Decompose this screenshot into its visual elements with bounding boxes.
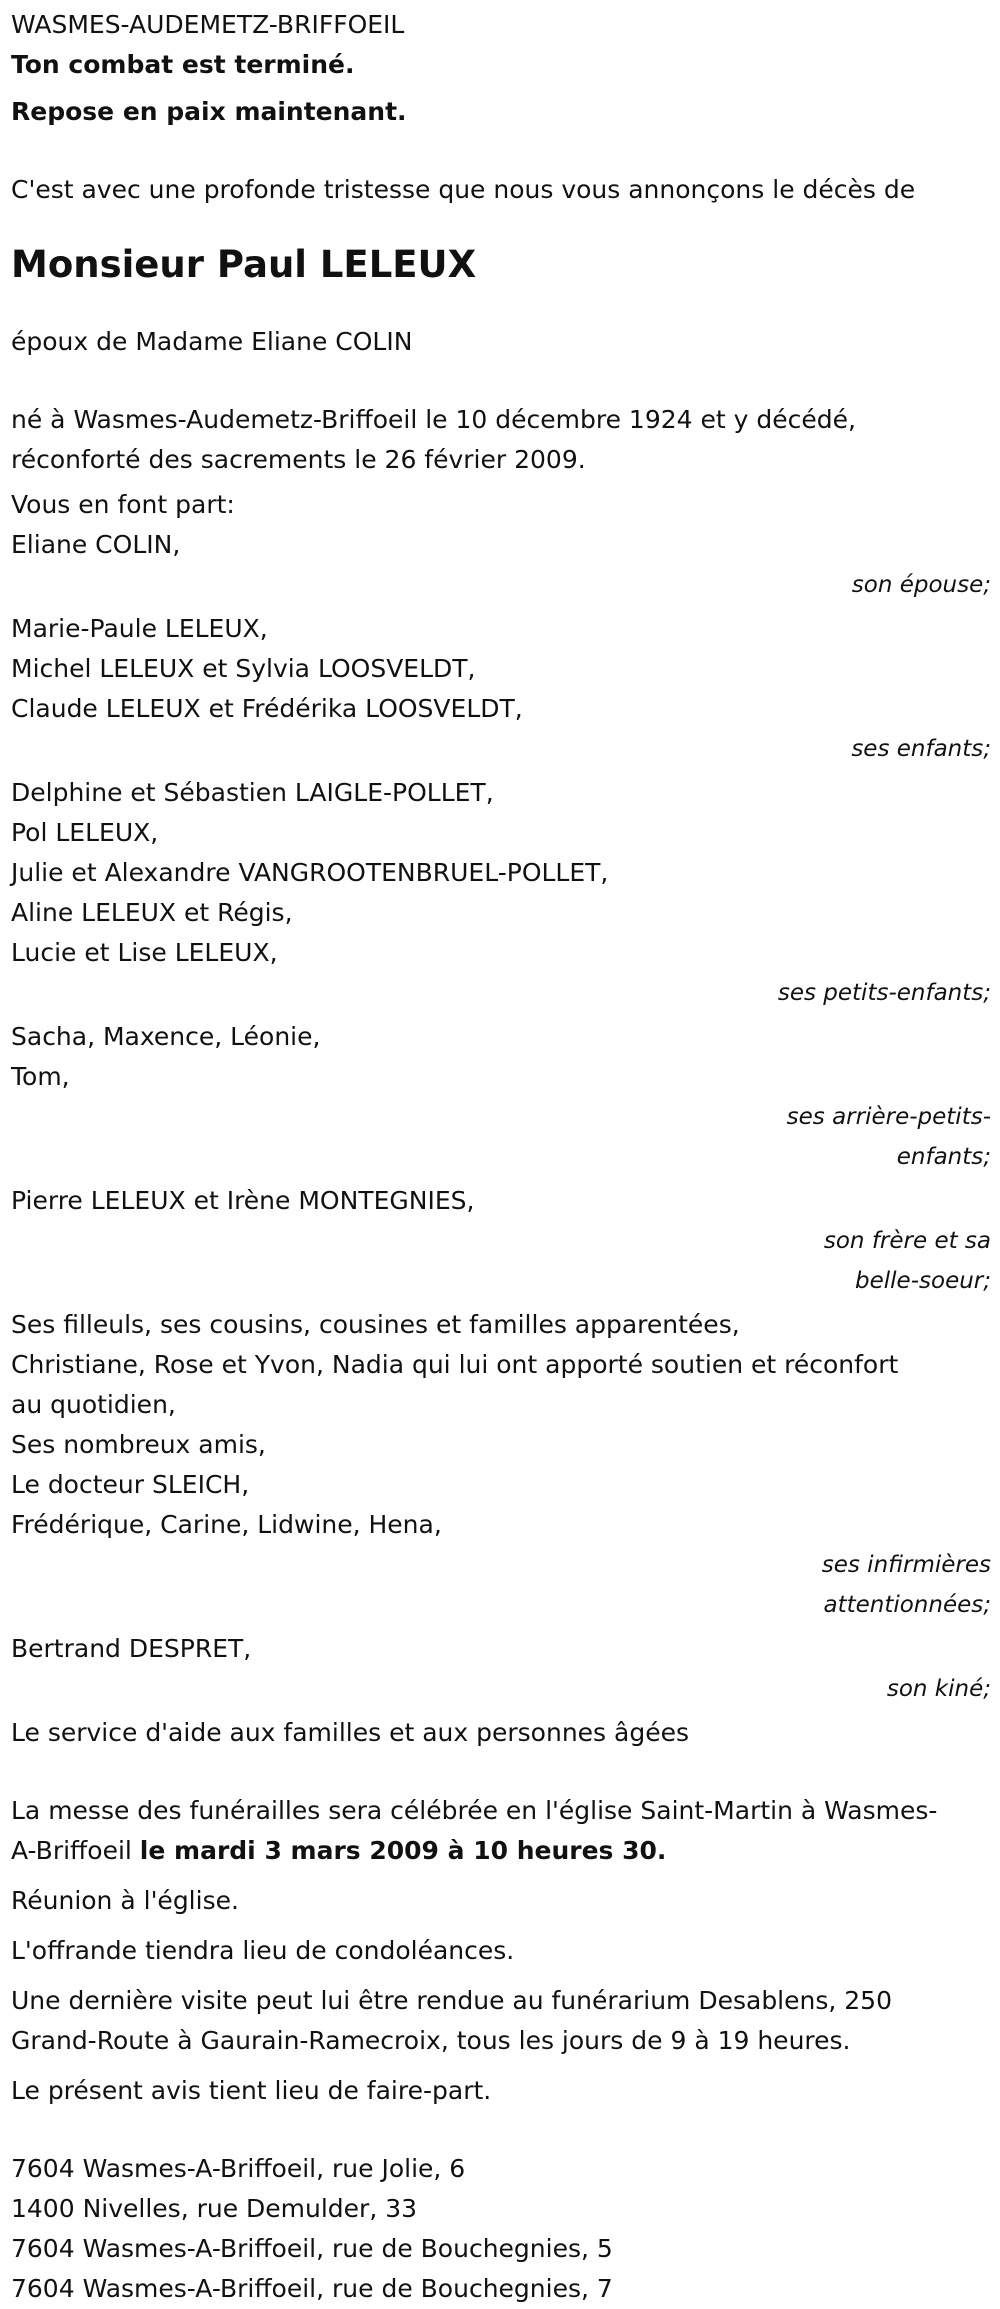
funeral-place: A-Briffoeil bbox=[11, 1836, 140, 1865]
visit-line-1: Une dernière visite peut lui être rendue au funérarium Desablens, 250 bbox=[11, 1986, 892, 2015]
family-member: Le docteur SLEICH, bbox=[11, 1470, 250, 1499]
verse-line-2: Repose en paix maintenant. bbox=[11, 97, 407, 126]
family-member: Lucie et Lise LELEUX, bbox=[11, 938, 278, 967]
relation-role: ses enfants; bbox=[851, 736, 991, 762]
relation-role: son kiné; bbox=[886, 1676, 991, 1702]
visit-line-2: Grand-Route à Gaurain-Ramecroix, tous les jours de 9 à 19 heures. bbox=[11, 2026, 851, 2055]
relation-role: son frère et sa bbox=[823, 1228, 991, 1254]
family-member: Frédérique, Carine, Lidwine, Hena, bbox=[11, 1510, 442, 1539]
funeral-date: le mardi 3 mars 2009 à 10 heures 30. bbox=[139, 1836, 667, 1865]
family-member: Eliane COLIN, bbox=[11, 530, 181, 559]
intro-line: Vous en font part: bbox=[11, 490, 235, 519]
family-member: Aline LELEUX et Régis, bbox=[11, 898, 293, 927]
faire-part-line: Le présent avis tient lieu de faire-part. bbox=[11, 2076, 492, 2105]
family-member: Delphine et Sébastien LAIGLE-POLLET, bbox=[11, 778, 494, 807]
address-line: 7604 Wasmes-A-Briffoeil, rue de Bouchegnies, 5 bbox=[11, 2234, 613, 2263]
relation-role: enfants; bbox=[896, 1144, 991, 1170]
funeral-line-2 bbox=[11, 1831, 991, 1871]
relation-role: ses arrière-petits- bbox=[786, 1104, 991, 1130]
family-member: Pierre LELEUX et Irène MONTEGNIES, bbox=[11, 1186, 475, 1215]
family-member: Julie et Alexandre VANGROOTENBRUEL-POLLET, bbox=[11, 858, 609, 887]
family-member: Ses nombreux amis, bbox=[11, 1430, 266, 1459]
family-member: Marie-Paule LELEUX, bbox=[11, 614, 268, 643]
family-member: Michel LELEUX et Sylvia LOOSVELDT, bbox=[11, 654, 476, 683]
address-line: 7604 Wasmes-A-Briffoeil, rue de Bouchegnies, 7 bbox=[11, 2274, 613, 2303]
service-line: Le service d'aide aux familles et aux personnes âgées bbox=[11, 1718, 689, 1747]
relation-role: ses petits-enfants; bbox=[777, 980, 991, 1006]
address-line: 7604 Wasmes-A-Briffoeil, rue Jolie, 6 bbox=[11, 2154, 466, 2183]
obituary-notice bbox=[11, 0, 991, 2309]
family-member: Tom, bbox=[11, 1062, 70, 1091]
relation-role: son épouse; bbox=[851, 572, 991, 598]
family-member: Christiane, Rose et Yvon, Nadia qui lui ont apporté soutien et réconfort bbox=[11, 1350, 899, 1379]
relation-role: ses infirmières bbox=[821, 1552, 991, 1578]
family-member: au quotidien, bbox=[11, 1390, 176, 1419]
offrande-line: L'offrande tiendra lieu de condoléances. bbox=[11, 1936, 515, 1965]
announcement: C'est avec une profonde tristesse que nous vous annonçons le décès de bbox=[11, 175, 916, 204]
reunion-line: Réunion à l'église. bbox=[11, 1886, 239, 1915]
verse-line-1: Ton combat est terminé. bbox=[11, 50, 355, 79]
location-header: WASMES-AUDEMETZ-BRIFFOEIL bbox=[11, 10, 405, 39]
family-member: Claude LELEUX et Frédérika LOOSVELDT, bbox=[11, 694, 523, 723]
funeral-line-1: La messe des funérailles sera célébrée en l'église Saint-Martin à Wasmes- bbox=[11, 1796, 938, 1825]
deceased-name: Monsieur Paul LELEUX bbox=[11, 243, 477, 286]
spouse-line: époux de Madame Eliane COLIN bbox=[11, 327, 413, 356]
family-member: Ses filleuls, ses cousins, cousines et familles apparentées, bbox=[11, 1310, 740, 1339]
relation-role: attentionnées; bbox=[823, 1592, 991, 1618]
family-member: Sacha, Maxence, Léonie, bbox=[11, 1022, 321, 1051]
birth-line-1: né à Wasmes-Audemetz-Briffoeil le 10 décembre 1924 et y décédé, bbox=[11, 405, 856, 434]
relation-role: belle-soeur; bbox=[855, 1268, 991, 1294]
family-member: Bertrand DESPRET, bbox=[11, 1634, 252, 1663]
address-line: 1400 Nivelles, rue Demulder, 33 bbox=[11, 2194, 418, 2223]
family-member: Pol LELEUX, bbox=[11, 818, 159, 847]
birth-line-2: réconforté des sacrements le 26 février 2009. bbox=[11, 445, 586, 474]
